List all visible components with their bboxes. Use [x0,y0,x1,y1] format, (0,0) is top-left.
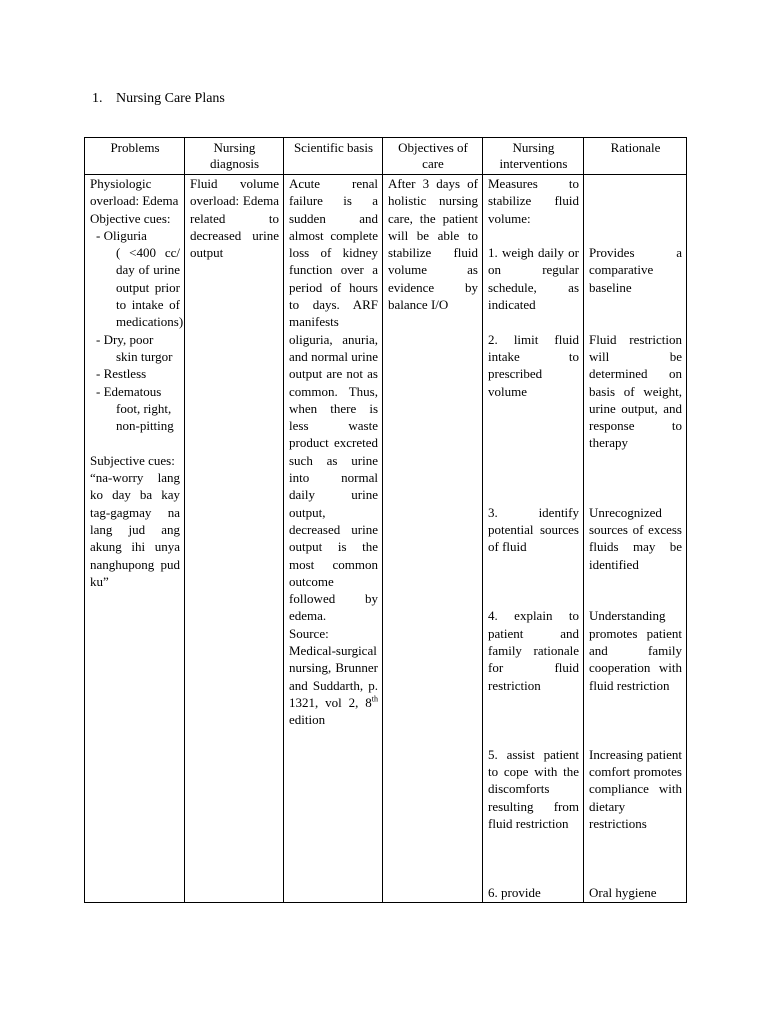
objective-cue: foot, right, non-pitting [116,400,174,434]
source-citation: Medical-surgical nursing, Brunner and Suddarth, p. 1321, vol 2, 8th edition [289,643,378,728]
intervention-item: 6. provide [488,885,541,901]
problems-cell [85,175,185,903]
nursing-care-plan-table [84,137,687,903]
objective-cue: - Dry, poor [96,331,154,347]
rationale-item: Provides a comparative baseline [589,245,682,295]
table-row [85,175,687,903]
diagnosis-cell [185,175,284,903]
objective-cue: - Edematous [96,383,162,399]
section-heading [92,91,225,107]
table-header-row [85,138,687,175]
objective-cue: skin turgor [116,348,173,364]
rationale-item: Increasing patient comfort promotes compliance with dietary restrictions [589,746,682,832]
objectives-text: After 3 days of holistic nursing care, the patient will be able to stabilize fluid volume as evidence by balance I/O [388,176,478,313]
rationale-item: Oral hygiene [589,885,657,901]
rationale-item: Fluid restriction will be determined on basis of weight, urine output, and response to therapy [589,331,682,451]
subjective-cues-label: Subjective cues: [90,452,175,468]
header-rationale: Rationale [584,138,687,175]
intervention-intro: Measures to stabilize fluid volume: [488,176,579,226]
rationale-item: Understanding promotes patient and family cooperation with fluid restriction [589,608,682,693]
header-objectives-of-care: Objectives of care [383,138,483,175]
header-nursing-interventions: Nursing interventions [483,138,584,175]
nursing-diagnosis-text: Fluid volume overload: Edema related to decreased urine output [190,176,279,261]
section-number: 1. [92,91,103,106]
rationale-item: Unrecognized sources of excess fluids may be identified [589,504,682,572]
problem-title: Physiologic overload: Edema [90,176,179,209]
header-problems: Problems [85,138,185,175]
header-nursing-diagnosis: Nursing diagnosis [185,138,284,175]
interventions-cell [483,175,584,903]
intervention-item: 3. identify potential sources of fluid [488,504,579,555]
objectives-cell [383,175,483,903]
intervention-item: 5. assist patient to cope with the discomforts resulting from fluid restriction [488,746,579,832]
intervention-item: 4. explain to patient and family rationale for fluid restriction [488,608,579,693]
objective-cue: - Oliguria [96,227,147,243]
intervention-item: 1. weigh daily or on regular schedule, as indicated [488,245,579,313]
scientific-basis-text: Acute renal failure is a sudden and almost complete loss of kidney function over a period of hours to days. ARF manifests oliguria, anuria, and normal urine output are not as common. Thus, when there is less waste product excreted such as urine into normal daily urine output, decreased urine output is the most common outcome followed by edema. [289,176,378,624]
section-title: Nursing Care Plans [116,91,225,106]
objective-cues-label: Objective cues: [90,210,171,226]
objective-cue: ( <400 cc/ day of urine output prior to intake of medications) [116,245,184,330]
source-label: Source: [289,625,329,641]
subjective-quote: “na-worry lang ko day ba kay tag-gagmay na lang jud ang akung ihi unya nanghupong pud ku” [90,470,180,589]
rationale-cell [584,175,687,903]
objective-cue: - Restless [96,366,147,382]
scientific-basis-cell [284,175,383,903]
intervention-item: 2. limit fluid intake to prescribed volume [488,331,579,399]
header-scientific-basis: Scientific basis [284,138,383,175]
